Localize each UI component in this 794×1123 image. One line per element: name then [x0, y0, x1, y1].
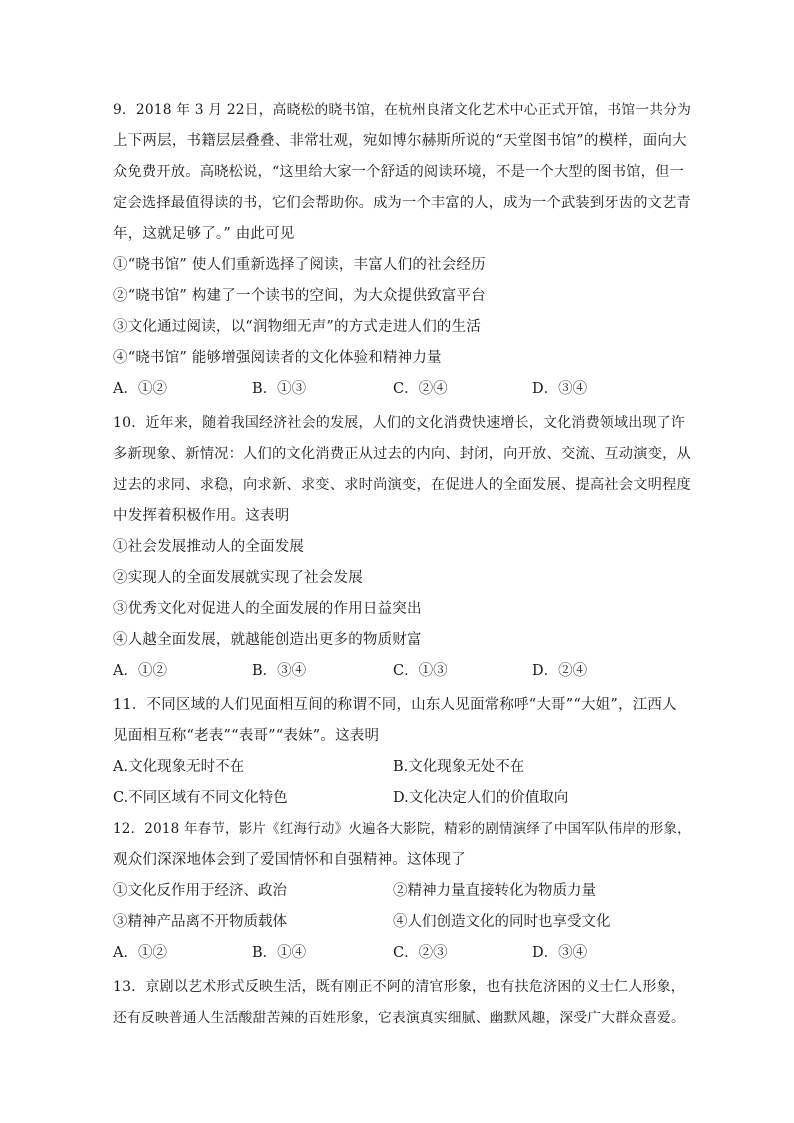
q12-statement-1: ①文化反作用于经济、政治: [113, 883, 287, 899]
q12-statement-4: ④人们创造文化的同时也享受文化: [393, 914, 611, 930]
q10-line-3: 过去的求同、求稳，向求新、求变、求时尚演变，在促进人的全面发展、提高社会文明程度: [113, 477, 692, 493]
q11-option-c: C.不同区域有不同文化特色: [113, 790, 288, 806]
q12-statement-3: ③精神产品离不开物质载体: [113, 914, 287, 930]
q9-line-1: 9．2018 年 3 月 22日，高晓松的晓书馆，在杭州良渚文化艺术中心正式开馆，书馆一共分为: [113, 102, 692, 118]
q12-statement-2: ②精神力量直接转化为物质力量: [393, 883, 596, 899]
q10-options: [113, 661, 693, 681]
q10-statement-2: ②实现人的全面发展就实现了社会发展: [113, 570, 363, 586]
q12-options: [113, 943, 693, 963]
q12-option-b: B．①④: [252, 945, 307, 961]
q9-line-3: 众免费开放。高晓松说，“这里给大家一个舒适的阅读环境，不是一个大型的图书馆，但一: [113, 164, 685, 180]
q9-statement-1: ①“晓书馆” 使人们重新选择了阅读，丰富人们的社会经历: [113, 257, 486, 273]
q12-line-2: 观众们深深地体会到了爱国情怀和自强精神。这体现了: [113, 852, 466, 868]
q9-line-2: 上下两层，书籍层层叠叠、非常壮观，宛如博尔赫斯所说的“天堂图书馆”的模样，面向大: [113, 133, 687, 149]
q9-statement-4: ④“晓书馆” 能够增强阅读者的文化体验和精神力量: [113, 350, 442, 366]
q9-option-a: A．①②: [113, 381, 167, 397]
q11-line-2: 见面相互称“老表”“表哥”“表妹”。这表明: [113, 728, 380, 744]
q12-line-1: 12．2018 年春节，影片《红海行动》火遍各大影院，精彩的剧情演绎了中国军队伟岸的形象，: [113, 821, 691, 837]
q9-statement-3: ③文化通过阅读，以“润物细无声”的方式走进人们的生活: [113, 319, 482, 335]
q10-option-d: D．②④: [532, 663, 588, 679]
q11-options-row-1: [113, 757, 693, 777]
q12-option-d: D．③④: [532, 945, 588, 961]
q9-option-b: B．①③: [252, 381, 307, 397]
q11-option-b: B.文化现象无处不在: [393, 759, 525, 775]
q10-option-a: A．①②: [113, 663, 167, 679]
q10-line-1: 10．近年来，随着我国经济社会的发展，人们的文化消费快速增长，文化消费领域出现了许: [113, 415, 686, 431]
q10-option-c: C．①③: [393, 663, 448, 679]
q11-option-a: A.文化现象无时不在: [113, 759, 245, 775]
q13-line-1: 13．京剧以艺术形式反映生活，既有刚正不阿的清官形象，也有扶危济困的义士仁人形象，: [113, 979, 686, 995]
q10-statement-1: ①社会发展推动人的全面发展: [113, 539, 305, 555]
q12-option-c: C．②③: [393, 945, 448, 961]
q11-line-1: 11．不同区域的人们见面相互间的称谓不同，山东人见面常称呼“大哥”“大姐”，江西人: [113, 697, 677, 713]
q13-line-2: 还有反映普通人生活酸甜苦辣的百姓形象，它表演真实细腻、幽默风趣，深受广大群众喜爱。: [113, 1010, 685, 1026]
q10-option-b: B．③④: [252, 663, 307, 679]
q11-option-d: D.文化决定人们的价值取向: [393, 790, 569, 806]
q9-statement-2: ②“晓书馆” 构建了一个读书的空间，为大众提供致富平台: [113, 288, 486, 304]
q12-option-a: A．①②: [113, 945, 167, 961]
q9-option-c: C．②④: [393, 381, 448, 397]
q10-statement-4: ④人越全面发展，就越能创造出更多的物质财富: [113, 632, 422, 648]
q9-options: [113, 379, 693, 399]
q9-option-d: D．③④: [532, 381, 588, 397]
q11-options-row-2: [113, 788, 693, 808]
q12-statements-row-1: [113, 881, 693, 901]
q10-statement-3: ③优秀文化对促进人的全面发展的作用日益突出: [113, 601, 422, 617]
q10-line-2: 多新现象、新情况：人们的文化消费正从过去的内向、封闭，向开放、交流、互动演变，从: [113, 446, 692, 462]
q10-line-4: 中发挥着积极作用。这表明: [113, 508, 290, 524]
q9-line-4: 定会选择最值得读的书，它们会帮助你。成为一个丰富的人，成为一个武装到牙齿的文艺青: [113, 195, 692, 211]
q9-line-5: 年，这就足够了。” 由此可见: [113, 226, 295, 242]
q12-statements-row-2: [113, 912, 693, 932]
